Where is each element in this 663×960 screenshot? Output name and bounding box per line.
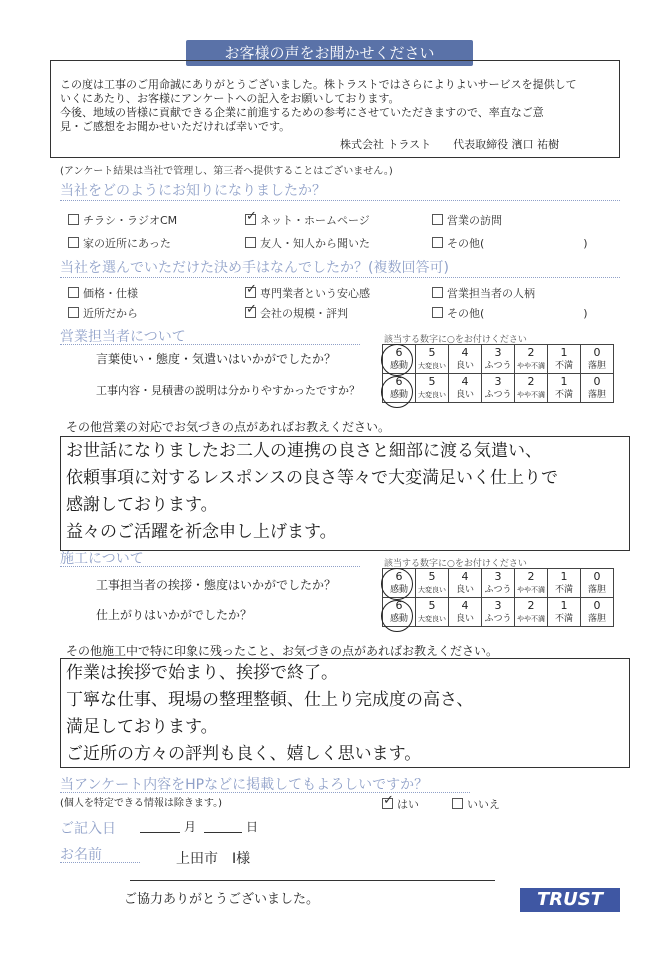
- rating-cell[interactable]: 1 不満: [548, 345, 581, 374]
- day-label: 日: [246, 820, 259, 834]
- comment-line: 満足しております。: [66, 717, 218, 737]
- rating-cell[interactable]: 6 感動: [383, 345, 416, 374]
- name-field-line[interactable]: [130, 880, 495, 881]
- checkbox-checked[interactable]: ✓: [246, 302, 257, 317]
- q1-option[interactable]: その他( ): [432, 235, 588, 251]
- intro-line: いくにあたり、お客様にアンケートへの記入をお願いしております。: [60, 92, 400, 105]
- privacy-note: (アンケート結果は当社で管理し、第三者へ提供することはございません。): [60, 166, 393, 177]
- q1-divider: [60, 200, 620, 201]
- checkbox-checked[interactable]: ✓: [246, 282, 257, 297]
- rating-cell[interactable]: 2 やや不満: [515, 374, 548, 403]
- publish-no-option[interactable]: いいえ: [452, 796, 500, 812]
- rating-cell[interactable]: 6 感動: [383, 374, 416, 403]
- sales-heading: 営業担当者について: [60, 329, 186, 345]
- checkbox[interactable]: [432, 214, 443, 225]
- checkbox-checked[interactable]: ✓: [383, 793, 394, 808]
- q2-option[interactable]: ✓ 専門業者という安心感: [246, 282, 370, 300]
- checkbox[interactable]: [452, 798, 463, 809]
- publish-note: (個人を特定できる情報は除きます。): [60, 798, 223, 809]
- construction-scale-hint: 該当する数字に○をお付けください: [384, 559, 527, 569]
- sales-q2: 工事内容・見積書の説明は分かりやすかったですか？: [96, 384, 360, 397]
- q2-option[interactable]: 価格・仕様: [68, 285, 138, 301]
- comment-line: 依頼事項に対するレスポンスの良さ等々で大変満足いく仕上りで: [66, 468, 558, 488]
- publish-divider: [60, 792, 470, 793]
- name-label: お名前: [60, 847, 102, 863]
- q2-option[interactable]: 近所だから: [68, 305, 138, 321]
- q2-option[interactable]: 営業担当者の人柄: [432, 285, 535, 301]
- q2-divider: [60, 277, 620, 278]
- rating-cell[interactable]: 5 大変良い: [416, 598, 449, 627]
- comment-line: ご近所の方々の評判も良く、嬉しく思います。: [66, 744, 422, 764]
- rating-cell[interactable]: 3 ふつう: [482, 598, 515, 627]
- checkbox[interactable]: [68, 307, 79, 318]
- rating-cell[interactable]: 0 落胆: [581, 569, 614, 598]
- date-label: ご記入日: [60, 821, 116, 837]
- comment-line: 丁寧な仕事、現場の整理整頓、仕上り完成度の高さ、: [66, 690, 474, 710]
- name-label-divider: [60, 862, 140, 863]
- selected-rating-circle: [381, 376, 413, 408]
- rating-cell[interactable]: 6 感動: [383, 569, 416, 598]
- rating-cell[interactable]: 0 落胆: [581, 598, 614, 627]
- construction-comment-prompt: その他施工中で特に印象に残ったこと、お気づきの点があればお教えください。: [66, 644, 499, 658]
- construction-rating-table: [382, 568, 614, 627]
- rating-cell[interactable]: 5 大変良い: [416, 374, 449, 403]
- intro-line: 今後、地域の皆様に貢献できる企業に前進するための参考にさせていただきますので、率直なご意: [60, 106, 544, 119]
- sales-q1: 言葉使い・態度・気遣いはいかがでしたか？: [96, 352, 337, 366]
- comment-line: 益々のご活躍を祈念申し上げます。: [66, 522, 337, 542]
- rating-cell[interactable]: 1 不満: [548, 569, 581, 598]
- selected-rating-circle: [381, 600, 413, 632]
- construction-q1-scale: [383, 569, 614, 598]
- q1-option[interactable]: 家の近所にあった: [68, 235, 171, 251]
- intro-line: この度は工事のご用命誠にありがとうございました。株トラストではさらによりよいサービスを提供して: [60, 78, 577, 91]
- publish-heading: 当アンケート内容をHPなどに掲載してもよろしいですか？: [60, 777, 429, 793]
- month-field[interactable]: [140, 832, 180, 833]
- construction-q1: 工事担当者の挨拶・態度はいかがでしたか？: [96, 578, 337, 592]
- q2-option[interactable]: その他( ): [432, 305, 588, 321]
- construction-q2-scale: [383, 598, 614, 627]
- sales-comment-prompt: その他営業の対応でお気づきの点があればお教えください。: [66, 420, 391, 434]
- q2-heading: 当社を選んでいただけた決め手はなんでしたか？(複数回答可): [60, 260, 449, 276]
- q1-option[interactable]: 営業の訪問: [432, 212, 502, 228]
- construction-divider: [60, 566, 360, 567]
- day-field[interactable]: [204, 832, 242, 833]
- survey-banner: お客様の声をお聞かせください: [186, 40, 473, 66]
- construction-q2: 仕上がりはいかがでしたか？: [96, 608, 253, 622]
- rating-cell[interactable]: 5 大変良い: [416, 569, 449, 598]
- rating-cell[interactable]: 2 やや不満: [515, 598, 548, 627]
- checkbox[interactable]: [432, 307, 443, 318]
- trust-logo: TRUST: [520, 888, 620, 912]
- rating-cell[interactable]: 5 大変良い: [416, 345, 449, 374]
- month-label: 月: [184, 820, 197, 834]
- rating-cell[interactable]: 3 ふつう: [482, 345, 515, 374]
- q1-option[interactable]: ✓ ネット・ホームページ: [246, 209, 370, 227]
- publish-yes-option[interactable]: ✓ はい: [383, 793, 419, 811]
- intro-text: [60, 78, 610, 134]
- rating-cell[interactable]: 4 良い: [449, 569, 482, 598]
- q1-heading: 当社をどのようにお知りになりましたか？: [60, 183, 326, 199]
- rating-cell[interactable]: 1 不満: [548, 374, 581, 403]
- sales-rating-table: [382, 344, 614, 403]
- sales-scale-hint: 該当する数字に○をお付けください: [384, 335, 527, 345]
- intro-line: 見・ご感想をお聞かせいただければ幸いです。: [60, 120, 291, 133]
- checkbox[interactable]: [432, 287, 443, 298]
- checkbox[interactable]: [68, 214, 79, 225]
- checkbox[interactable]: [68, 287, 79, 298]
- q1-option[interactable]: チラシ・ラジオCM: [68, 212, 177, 228]
- comment-line: お世話になりましたお二人の連携の良さと細部に渡る気遣い、: [66, 441, 542, 461]
- rating-cell[interactable]: 0 落胆: [581, 345, 614, 374]
- construction-heading: 施工について: [60, 551, 144, 567]
- rating-cell[interactable]: 4 良い: [449, 598, 482, 627]
- selected-rating-circle: [381, 568, 413, 600]
- comment-line: 作業は挨拶で始まり、挨拶で終了。: [66, 663, 338, 683]
- rating-cell[interactable]: 0 落胆: [581, 374, 614, 403]
- checkbox[interactable]: [68, 237, 79, 248]
- sales-q2-scale: [383, 374, 614, 403]
- q2-option[interactable]: ✓ 会社の規模・評判: [246, 302, 348, 320]
- signature: 株式会社 トラスト 代表取締役 濱口 祐樹: [340, 138, 560, 151]
- sales-q1-scale: [383, 345, 614, 374]
- selected-rating-circle: [381, 344, 413, 376]
- checkbox[interactable]: [245, 237, 256, 248]
- checkbox-checked[interactable]: ✓: [246, 209, 257, 224]
- rating-cell[interactable]: 1 不満: [548, 598, 581, 627]
- rating-cell[interactable]: 6 感動: [383, 598, 416, 627]
- comment-line: 感謝しております。: [66, 495, 218, 515]
- name-value: 上田市 I様: [176, 851, 251, 867]
- q1-option[interactable]: 友人・知人から聞いた: [245, 235, 370, 251]
- construction-comment-text: [66, 660, 626, 768]
- rating-cell[interactable]: 3 ふつう: [482, 374, 515, 403]
- rating-cell[interactable]: 3 ふつう: [482, 569, 515, 598]
- rating-cell[interactable]: 2 やや不満: [515, 345, 548, 374]
- sales-comment-text: [66, 438, 626, 546]
- sales-divider: [60, 344, 360, 345]
- rating-cell[interactable]: 4 良い: [449, 345, 482, 374]
- thanks-text: ご協力ありがとうございました。: [124, 892, 320, 907]
- rating-cell[interactable]: 2 やや不満: [515, 569, 548, 598]
- checkbox[interactable]: [432, 237, 443, 248]
- rating-cell[interactable]: 4 良い: [449, 374, 482, 403]
